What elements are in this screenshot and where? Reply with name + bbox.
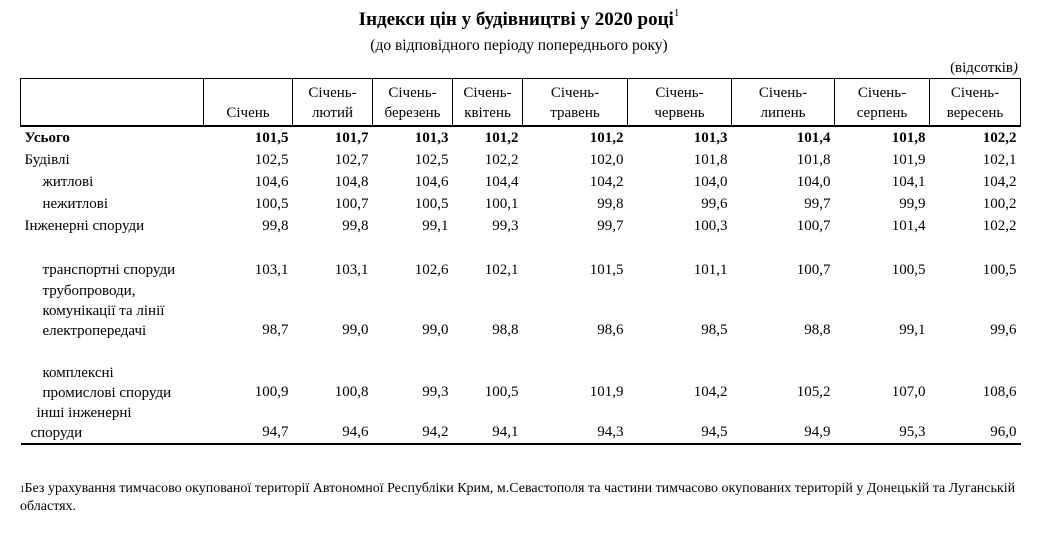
column-header: Січень- липень bbox=[732, 79, 835, 127]
table-cell: 99,0 bbox=[342, 322, 369, 338]
table-row bbox=[21, 215, 1021, 237]
row-label: житлові bbox=[42, 174, 94, 190]
column-header: Січень- березень bbox=[373, 79, 453, 127]
unit-label: (відсотків) bbox=[950, 60, 1018, 76]
table-row bbox=[21, 126, 1021, 149]
table-cell: 104,2 bbox=[982, 174, 1017, 190]
table-cell: 98,8 bbox=[804, 322, 831, 338]
table-cell: 98,8 bbox=[492, 322, 519, 338]
table-cell: 105,2 bbox=[796, 384, 831, 400]
row-label: нежитлові bbox=[42, 196, 108, 212]
table-cell: 94,7 bbox=[204, 403, 293, 444]
table-cell: 99,1 bbox=[422, 218, 449, 234]
table-cell: 94,6 bbox=[293, 403, 373, 444]
table-cell: 104,6 bbox=[254, 174, 289, 190]
table-cell: 100,2 bbox=[982, 196, 1017, 212]
table-cell: 100,7 bbox=[796, 262, 831, 278]
table-cell: 99,8 bbox=[262, 218, 289, 234]
table-cell: 99,3 bbox=[492, 218, 519, 234]
table-cell: 104,6 bbox=[414, 174, 449, 190]
table-cell: 94,9 bbox=[732, 403, 835, 444]
footnote: $^1$Без урахування тимчасово окупованої території Автономної Республіки Крим, м.Севастополя та частини тимчасово окупованих територій у Донецькій та Луганській областях. bbox=[20, 481, 1016, 514]
column-header: Січень- серпень bbox=[835, 79, 930, 127]
table-cell: 102,1 bbox=[982, 152, 1017, 168]
row-label: інші інженерні споруди bbox=[21, 403, 204, 444]
table-cell: 104,2 bbox=[589, 174, 624, 190]
table-cell: 102,0 bbox=[589, 152, 624, 168]
table-cell: 99,8 bbox=[597, 196, 624, 212]
table-cell: 101,8 bbox=[796, 152, 831, 168]
table-row bbox=[21, 237, 1021, 281]
row-label: Будівлі bbox=[24, 152, 70, 168]
table-cell: 99,3 bbox=[422, 384, 449, 400]
table-cell: 101,3 bbox=[373, 126, 453, 149]
table-cell: 101,7 bbox=[293, 126, 373, 149]
table-header-row bbox=[21, 79, 1021, 127]
table-cell: 99,6 bbox=[990, 322, 1017, 338]
table-cell: 102,5 bbox=[254, 152, 289, 168]
table-cell: 101,2 bbox=[453, 126, 523, 149]
table-cell: 99,7 bbox=[804, 196, 831, 212]
table-cell: 100,5 bbox=[254, 196, 289, 212]
column-header: Січень bbox=[204, 79, 293, 127]
table-cell: 103,1 bbox=[334, 262, 369, 278]
table-cell: 102,7 bbox=[334, 152, 369, 168]
column-header: Січень- лютий bbox=[293, 79, 373, 127]
table-cell: 101,9 bbox=[891, 152, 926, 168]
table-cell: 104,4 bbox=[484, 174, 519, 190]
column-header-label bbox=[21, 79, 204, 127]
table-cell: 101,2 bbox=[523, 126, 628, 149]
table-cell: 102,2 bbox=[484, 152, 519, 168]
row-label: комплексні промислові споруди bbox=[42, 365, 172, 401]
table-cell: 99,9 bbox=[899, 196, 926, 212]
table-cell: 100,8 bbox=[334, 384, 369, 400]
row-label: транспортні споруди bbox=[42, 262, 176, 278]
table-cell: 100,5 bbox=[414, 196, 449, 212]
table-cell: 104,0 bbox=[693, 174, 728, 190]
table-cell: 94,3 bbox=[523, 403, 628, 444]
table-cell: 99,7 bbox=[597, 218, 624, 234]
column-header: Січень- травень bbox=[523, 79, 628, 127]
footnote-mark: 1 bbox=[20, 484, 25, 494]
table-cell: 100,9 bbox=[254, 384, 289, 400]
price-index-table bbox=[20, 78, 1021, 445]
table-cell: 98,5 bbox=[701, 322, 728, 338]
table-cell: 99,1 bbox=[899, 322, 926, 338]
table-cell: 102,2 bbox=[982, 218, 1017, 234]
table-cell: 100,3 bbox=[693, 218, 728, 234]
table-row bbox=[21, 281, 1021, 341]
table-cell: 102,2 bbox=[930, 126, 1021, 149]
table-cell: 94,2 bbox=[373, 403, 453, 444]
table-row bbox=[21, 193, 1021, 215]
table-cell: 94,1 bbox=[453, 403, 523, 444]
table-cell: 104,2 bbox=[693, 384, 728, 400]
row-label: Інженерні споруди bbox=[24, 218, 145, 234]
column-header: Січень- червень bbox=[628, 79, 732, 127]
table-cell: 102,5 bbox=[414, 152, 449, 168]
table-row bbox=[21, 149, 1021, 171]
table-cell: 101,8 bbox=[835, 126, 930, 149]
row-label: Усього bbox=[21, 126, 204, 149]
table-cell: 107,0 bbox=[891, 384, 926, 400]
table-cell: 96,0 bbox=[930, 403, 1021, 444]
table-cell: 108,6 bbox=[982, 384, 1017, 400]
table-cell: 95,3 bbox=[835, 403, 930, 444]
table-cell: 99,0 bbox=[422, 322, 449, 338]
table-cell: 104,0 bbox=[796, 174, 831, 190]
table-cell: 99,8 bbox=[342, 218, 369, 234]
table-cell: 94,5 bbox=[628, 403, 732, 444]
table-cell: 101,8 bbox=[693, 152, 728, 168]
title-footnote-mark: 1 bbox=[673, 7, 680, 19]
table-cell: 101,5 bbox=[204, 126, 293, 149]
page-subtitle: (до відповідного періоду попереднього року) bbox=[370, 37, 668, 54]
page-title: Індекси цін у будівництві у 2020 році$^1$ bbox=[358, 7, 680, 30]
table-cell: 103,1 bbox=[254, 262, 289, 278]
table-cell: 98,6 bbox=[597, 322, 624, 338]
table-cell: 101,3 bbox=[628, 126, 732, 149]
column-header: Січень- вересень bbox=[930, 79, 1021, 127]
table-cell: 104,1 bbox=[891, 174, 926, 190]
table-row bbox=[21, 171, 1021, 193]
table-cell: 100,5 bbox=[484, 384, 519, 400]
table-cell: 104,8 bbox=[334, 174, 369, 190]
table-cell: 101,5 bbox=[589, 262, 624, 278]
table-cell: 100,5 bbox=[982, 262, 1017, 278]
table-row bbox=[21, 403, 1021, 444]
table-cell: 101,1 bbox=[693, 262, 728, 278]
table-cell: 101,4 bbox=[891, 218, 926, 234]
table-row bbox=[21, 341, 1021, 403]
column-header: Січень- квітень bbox=[453, 79, 523, 127]
table-cell: 99,6 bbox=[701, 196, 728, 212]
table-cell: 101,9 bbox=[589, 384, 624, 400]
table-cell: 100,7 bbox=[334, 196, 369, 212]
table-cell: 100,1 bbox=[484, 196, 519, 212]
table-cell: 100,7 bbox=[796, 218, 831, 234]
row-label: трубопроводи, комунікації та лінії електропередачі bbox=[42, 283, 165, 339]
table-cell: 102,1 bbox=[484, 262, 519, 278]
table-cell: 100,5 bbox=[891, 262, 926, 278]
table-cell: 98,7 bbox=[262, 322, 289, 338]
table-cell: 102,6 bbox=[414, 262, 449, 278]
table-cell: 101,4 bbox=[732, 126, 835, 149]
